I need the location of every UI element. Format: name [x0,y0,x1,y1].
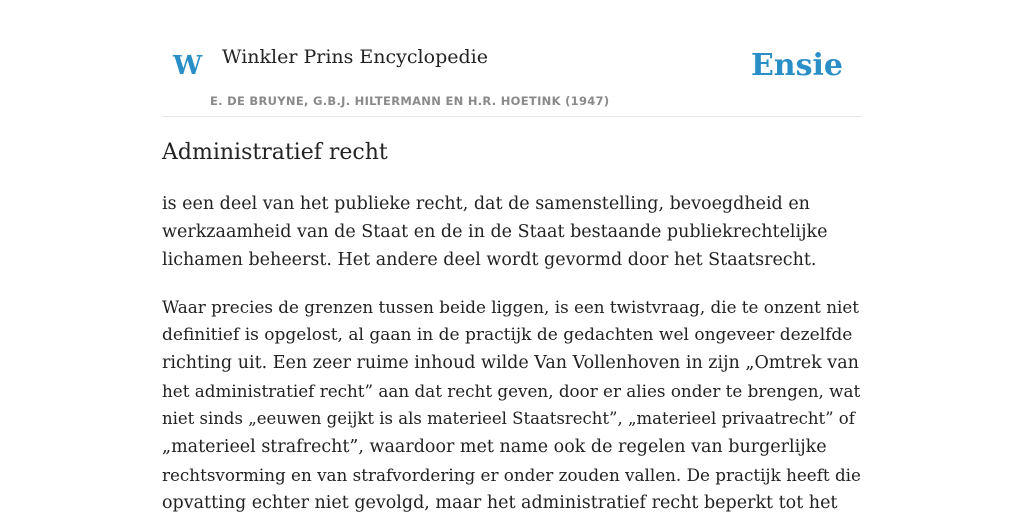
winkler-prins-logo[interactable]: W [173,51,203,81]
paragraph-line: niet sinds „eeuwen geijkt is als materieel Staatsrecht”, „materieel privaatrecht” of [162,408,855,428]
paragraph-line: het administratief recht” aan dat recht geven, door er alies onder te brengen, wat [162,380,861,401]
paragraph-line: „materieel strafrecht”, waardoor met name ook de regelen van burgerlijke [162,436,827,457]
authors-line: E. DE BRUYNE, G.B.J. HILTERMANN EN H.R. HOETINK (1947) [210,94,610,108]
article-paragraph-1 [162,190,862,274]
paragraph-line: werkzaamheid van de Staat en de in de Staat bestaande publiekrechtelijke [162,221,828,242]
article [162,138,862,512]
paragraph-line: lichamen beheerst. Het andere deel wordt gevormd door het Staatsrecht. [162,249,817,270]
article-paragraph-2 [162,293,862,512]
paragraph-line: richting uit. Een zeer ruime inhoud wilde Van Vollenhoven in zijn „Omtrek van [162,352,859,373]
paragraph-line: opvatting echter niet gevolgd, maar het administratief recht beperkt tot het [162,492,838,512]
site-header [162,0,862,117]
paragraph-line: is een deel van het publieke recht, dat de samenstelling, bevoegdheid en [162,193,810,214]
book-title: Winkler Prins Encyclopedie [222,46,488,68]
article-title: Administratief recht [162,140,388,165]
ensie-logo-link[interactable]: Ensie [750,48,843,83]
paragraph-line: rechtsvorming en van strafvordering er onder zouden vallen. De practijk heeft die [162,464,861,485]
paragraph-line: definitief is opgelost, al gaan in de practijk de gedachten wel ongeveer dezelfde [162,324,853,345]
paragraph-line: Waar precies de grenzen tussen beide liggen, is een twistvraag, die te onzent niet [162,296,860,317]
